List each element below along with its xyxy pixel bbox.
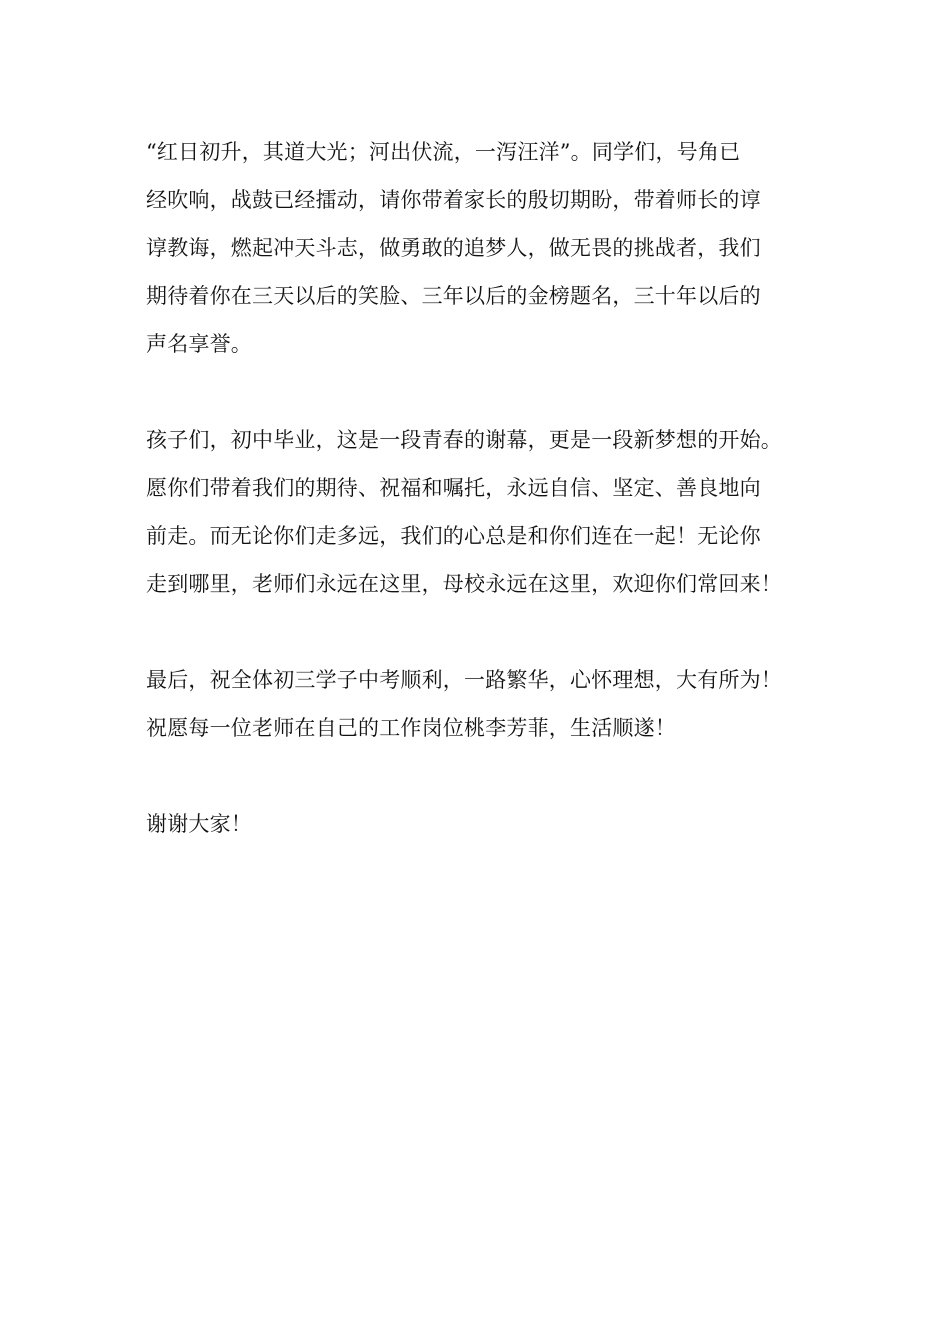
paragraph-2-line-4: 走到哪里，老师们永远在这里，母校永远在这里，欢迎你们常回来！ xyxy=(146,572,782,596)
paragraph-2-line-3: 前走。而无论你们走多远，我们的心总是和你们连在一起！无论你 xyxy=(146,524,761,548)
paragraph-1-line-1: “红日初升，其道大光；河出伏流，一泻汪洋”。同学们，号角已 xyxy=(146,140,741,164)
closing-line: 谢谢大家！ xyxy=(146,812,252,836)
paragraph-1-line-2: 经吹响，战鼓已经擂动，请你带着家长的殷切期盼，带着师长的谆 xyxy=(146,188,761,212)
paragraph-3-line-1: 最后，祝全体初三学子中考顺利，一路繁华，心怀理想，大有所为！ xyxy=(146,668,782,692)
paragraph-1-line-5: 声名享誉。 xyxy=(146,332,252,356)
paragraph-2-line-2: 愿你们带着我们的期待、祝福和嘱托，永远自信、坚定、善良地向 xyxy=(146,476,761,500)
paragraph-3-line-2: 祝愿每一位老师在自己的工作岗位桃李芳菲，生活顺遂！ xyxy=(146,716,676,740)
paragraph-1-line-3: 谆教诲，燃起冲天斗志，做勇敢的追梦人，做无畏的挑战者，我们 xyxy=(146,236,761,260)
paragraph-1-line-4: 期待着你在三天以后的笑脸、三年以后的金榜题名，三十年以后的 xyxy=(146,284,761,308)
paragraph-2-line-1: 孩子们，初中毕业，这是一段青春的谢幕，更是一段新梦想的开始。 xyxy=(146,428,782,452)
